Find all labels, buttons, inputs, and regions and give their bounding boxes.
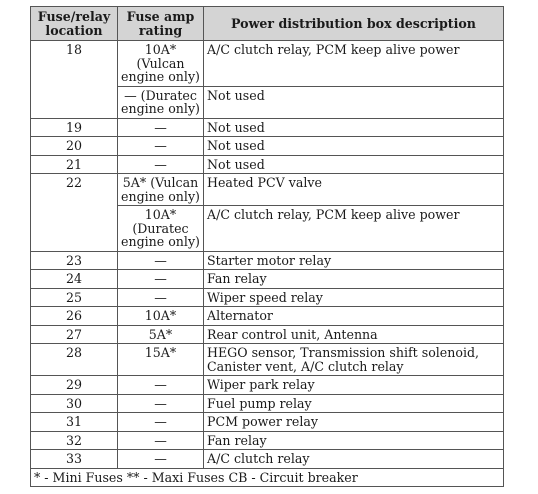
description-cell: Starter motor relay [204,251,504,270]
table-row [31,344,504,376]
table-row [31,41,504,87]
amp-cell: — [118,431,204,450]
amp-cell: — [118,137,204,156]
location-cell: 32 [31,431,118,450]
description-cell: HEGO sensor, Transmission shift solenoid, Canister vent, A/C clutch relay [204,344,504,376]
table-row [31,325,504,344]
table-row [31,118,504,137]
amp-cell: — [118,118,204,137]
amp-cell: 10A* (Vulcan engine only) [118,41,204,87]
table-row [31,394,504,413]
header-row [31,7,504,41]
location-cell: 33 [31,450,118,469]
amp-cell: 5A* [118,325,204,344]
footnote: * - Mini Fuses ** - Maxi Fuses CB - Circuit breaker [31,468,504,487]
location-cell: 27 [31,325,118,344]
amp-cell: — [118,413,204,432]
description-cell: Not used [204,86,504,118]
description-cell: A/C clutch relay, PCM keep alive power [204,206,504,252]
location-cell: 26 [31,307,118,326]
amp-cell: — (Duratec engine only) [118,86,204,118]
amp-cell: — [118,376,204,395]
amp-cell: — [118,450,204,469]
description-cell: Fan relay [204,431,504,450]
table-row [31,155,504,174]
description-cell: Not used [204,137,504,156]
location-cell: 25 [31,288,118,307]
location-cell: 19 [31,118,118,137]
amp-cell: — [118,251,204,270]
description-cell: Rear control unit, Antenna [204,325,504,344]
location-cell: 31 [31,413,118,432]
amp-cell: 10A* [118,307,204,326]
fuse-table [30,6,504,487]
amp-cell: — [118,155,204,174]
table-row [31,431,504,450]
amp-cell: 5A* (Vulcan engine only) [118,174,204,206]
description-cell: PCM power relay [204,413,504,432]
table-row [31,288,504,307]
description-cell: Fuel pump relay [204,394,504,413]
description-cell: Alternator [204,307,504,326]
table-row [31,376,504,395]
location-cell: 18 [31,41,118,119]
description-cell: Wiper park relay [204,376,504,395]
table-row [31,307,504,326]
header-amp: Fuse amp rating [118,7,204,41]
location-cell: 21 [31,155,118,174]
amp-cell: — [118,270,204,289]
table-row [31,413,504,432]
table-row [31,137,504,156]
description-cell: Not used [204,155,504,174]
location-cell: 20 [31,137,118,156]
table-row [31,251,504,270]
table-row [31,174,504,206]
footnote-row [31,468,504,487]
amp-cell: 10A* (Duratec engine only) [118,206,204,252]
description-cell: Fan relay [204,270,504,289]
description-cell: A/C clutch relay [204,450,504,469]
location-cell: 30 [31,394,118,413]
table-row [31,450,504,469]
amp-cell: 15A* [118,344,204,376]
header-description: Power distribution box description [204,7,504,41]
amp-cell: — [118,288,204,307]
location-cell: 22 [31,174,118,252]
description-cell: Heated PCV valve [204,174,504,206]
header-location: Fuse/relay location [31,7,118,41]
table-row [31,270,504,289]
location-cell: 24 [31,270,118,289]
description-cell: Not used [204,118,504,137]
location-cell: 23 [31,251,118,270]
location-cell: 29 [31,376,118,395]
description-cell: A/C clutch relay, PCM keep alive power [204,41,504,87]
location-cell: 28 [31,344,118,376]
description-cell: Wiper speed relay [204,288,504,307]
amp-cell: — [118,394,204,413]
